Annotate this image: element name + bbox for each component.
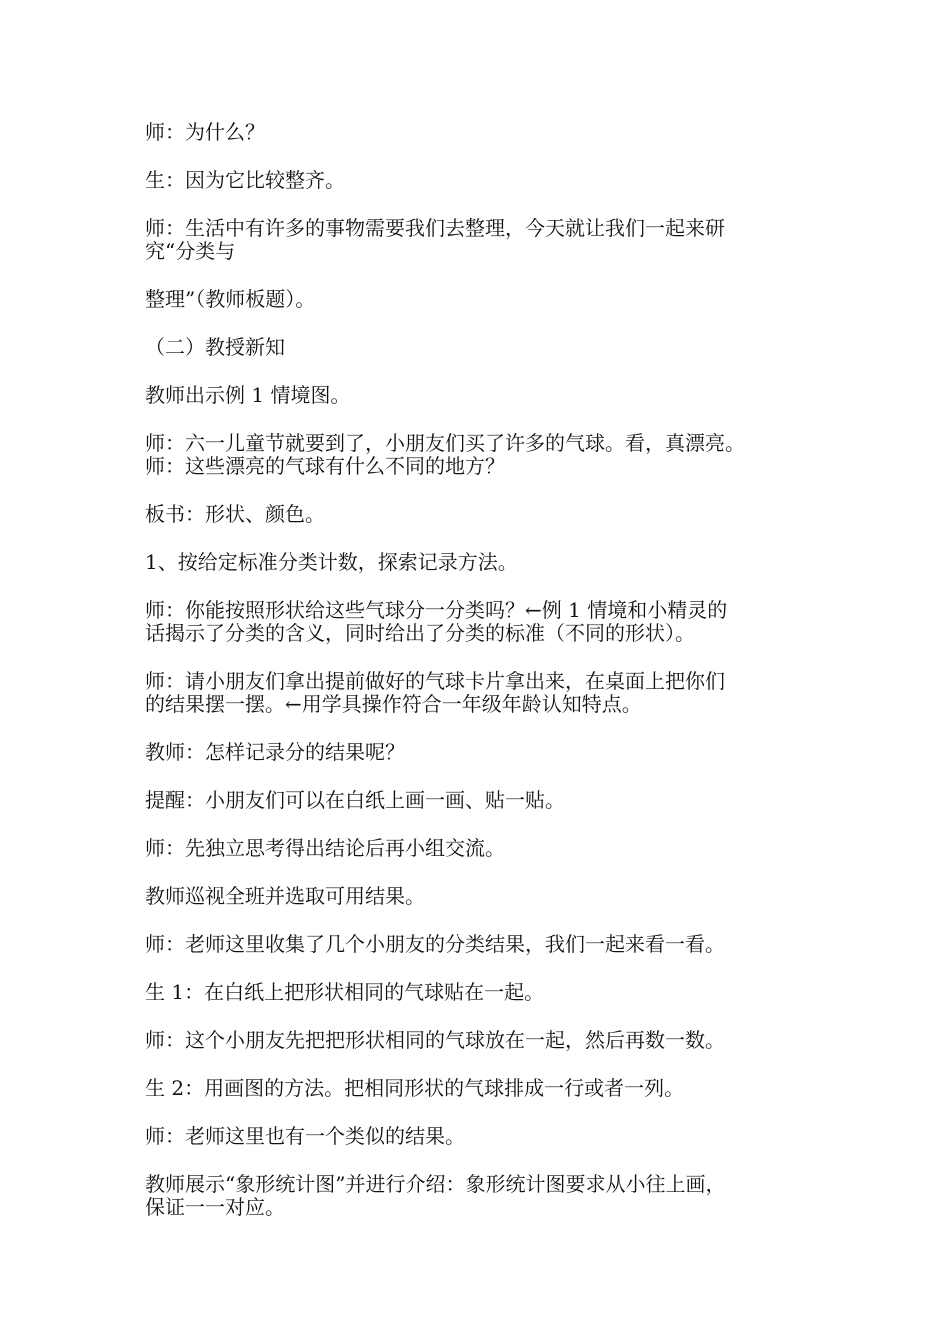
text-line: 生 1：在白纸上把形状相同的气球贴在一起。 bbox=[145, 980, 545, 1004]
text-line: 师：生活中有许多的事物需要我们去整理，今天就让我们一起来研 bbox=[145, 216, 725, 240]
paragraph-18 bbox=[145, 1029, 817, 1052]
text-line: 整理”（教师板题）。 bbox=[145, 287, 316, 311]
text-line: 师：你能按照形状给这些气球分一分类吗？←例 1 情境和小精灵的 bbox=[145, 598, 728, 622]
text-line: 师：先独立思考得出结论后再小组交流。 bbox=[145, 836, 505, 860]
text-line: 师：这些漂亮的气球有什么不同的地方？ bbox=[145, 454, 505, 478]
text-line: 教师：怎样记录分的结果呢？ bbox=[145, 740, 405, 764]
paragraph-15 bbox=[145, 885, 817, 908]
text-line: 提醒：小朋友们可以在白纸上画一画、贴一贴。 bbox=[145, 788, 565, 812]
paragraph-13 bbox=[145, 789, 817, 812]
text-line: 师：老师这里收集了几个小朋友的分类结果，我们一起来看一看。 bbox=[145, 932, 725, 956]
text-line: 究“分类与 bbox=[145, 239, 236, 263]
text-line: 师：请小朋友们拿出提前做好的气球卡片拿出来，在桌面上把你们 bbox=[145, 669, 725, 693]
paragraph-17 bbox=[145, 981, 817, 1004]
text-line: 教师出示例 1 情境图。 bbox=[145, 383, 351, 407]
text-line: 板书：形状、颜色。 bbox=[145, 502, 325, 526]
paragraph-2 bbox=[145, 169, 817, 192]
text-line: 师：这个小朋友先把把形状相同的气球放在一起，然后再数一数。 bbox=[145, 1028, 725, 1052]
section-heading bbox=[145, 336, 817, 359]
text-line: 教师巡视全班并选取可用结果。 bbox=[145, 884, 425, 908]
paragraph-6 bbox=[145, 384, 817, 407]
paragraph-20 bbox=[145, 1125, 817, 1148]
text-line: 生：因为它比较整齐。 bbox=[145, 168, 345, 192]
text-line: 教师展示“象形统计图”并进行介绍：象形统计图要求从小往上画， bbox=[145, 1172, 726, 1196]
paragraph-8 bbox=[145, 503, 817, 526]
paragraph-7 bbox=[145, 432, 817, 478]
paragraph-1 bbox=[145, 121, 817, 144]
paragraph-11 bbox=[145, 670, 817, 716]
document-body bbox=[145, 121, 817, 1244]
text-line: 话揭示了分类的含义，同时给出了分类的标准（不同的形状）。 bbox=[145, 621, 695, 645]
paragraph-12 bbox=[145, 741, 817, 764]
paragraph-21 bbox=[145, 1173, 817, 1219]
text-line: 师：六一儿童节就要到了，小朋友们买了许多的气球。看，真漂亮。 bbox=[145, 431, 745, 455]
paragraph-19 bbox=[145, 1077, 817, 1100]
text-line: （二）教授新知 bbox=[145, 335, 285, 359]
paragraph-16 bbox=[145, 933, 817, 956]
text-line: 保证一一对应。 bbox=[145, 1195, 285, 1219]
paragraph-4 bbox=[145, 288, 817, 311]
paragraph-3 bbox=[145, 217, 817, 263]
text-line: 的结果摆一摆。←用学具操作符合一年级年龄认知特点。 bbox=[145, 692, 642, 716]
text-line: 师：为什么？ bbox=[145, 120, 265, 144]
paragraph-9 bbox=[145, 551, 817, 574]
paragraph-10 bbox=[145, 599, 817, 645]
paragraph-14 bbox=[145, 837, 817, 860]
text-line: 1、按给定标准分类计数，探索记录方法。 bbox=[145, 550, 518, 574]
text-line: 师：老师这里也有一个类似的结果。 bbox=[145, 1124, 465, 1148]
text-line: 生 2：用画图的方法。把相同形状的气球排成一行或者一列。 bbox=[145, 1076, 685, 1100]
